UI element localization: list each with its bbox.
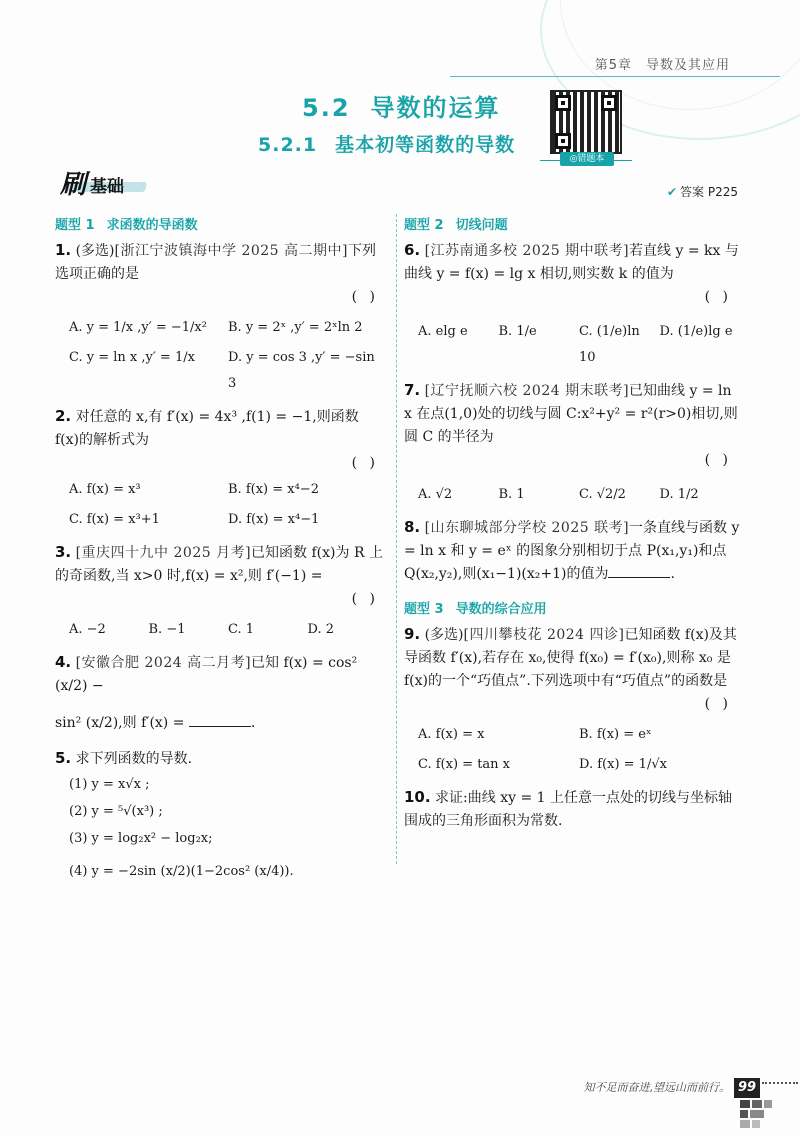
option-d[interactable]: D. 2 <box>307 622 334 637</box>
option-b[interactable]: B. y = 2ˣ ,y′ = 2ˣln 2 <box>228 320 363 335</box>
option-a[interactable]: A. −2 <box>69 622 106 637</box>
option-d[interactable]: D. f(x) = 1/√x <box>579 757 667 772</box>
qr-corner-icon <box>601 95 617 111</box>
option-d[interactable]: D. 1/2 <box>659 487 699 502</box>
question-source: [山东聊城部分学校 2025 联考] <box>424 520 630 536</box>
option-c[interactable]: C. y = ln x ,y′ = 1/x <box>69 350 195 365</box>
question-text: 已知 f(x) = cos² (x/2) − <box>55 655 358 694</box>
question-3 <box>55 541 387 643</box>
answer-blank[interactable] <box>608 564 670 578</box>
question-text: 求下列函数的导数. <box>75 751 193 767</box>
question-number: 2. <box>55 407 72 425</box>
chapter-rule <box>450 76 780 77</box>
subquestion-1: (1) y = x√x ; <box>69 777 150 792</box>
question-2 <box>55 405 387 533</box>
question-6 <box>404 239 740 371</box>
topic-title: 切线问题 <box>455 218 508 233</box>
option-d[interactable]: D. y = cos 3 ,y′ = −sin 3 <box>228 350 375 391</box>
section-number: 5.2 <box>302 94 351 122</box>
subsection-title-text: 基本初等函数的导数 <box>335 134 516 156</box>
topic-heading <box>404 598 740 617</box>
question-number: 5. <box>55 749 72 767</box>
column-divider <box>396 214 397 864</box>
subquestion-2: (2) y = ⁵√(x³) ; <box>69 804 163 819</box>
subsection-number: 5.2.1 <box>258 134 318 156</box>
option-a[interactable]: A. f(x) = x³ <box>69 482 141 497</box>
question-source: [江苏南通多校 2025 期中联考] <box>424 243 630 259</box>
question-tag: (多选) <box>424 627 464 643</box>
option-c[interactable]: C. (1/e)ln 10 <box>579 324 640 365</box>
option-a[interactable]: A. elg e <box>418 324 468 339</box>
answer-reference <box>667 183 738 200</box>
brush-heading <box>58 168 150 198</box>
page-number: 99 <box>734 1078 760 1098</box>
question-source: [辽宁抚顺六校 2024 期末联考] <box>424 383 630 399</box>
question-1 <box>55 239 387 397</box>
question-number: 3. <box>55 543 72 561</box>
option-a[interactable]: A. f(x) = x <box>418 727 485 742</box>
answer-label: 答案 P225 <box>680 185 738 199</box>
question-text: 对任意的 x,有 f′(x) = 4x³ ,f(1) = −1,则函数 f(x)的解析式为 <box>55 409 359 448</box>
question-number: 1. <box>55 241 72 259</box>
question-9 <box>404 623 740 778</box>
chapter-tag: 第5章 导数及其应用 <box>594 58 730 73</box>
question-text: 已知函数 f(x)为 R 上的奇函数,当 x>0 时,f(x) = x²,则 f′(−1) = <box>55 545 383 584</box>
question-source: [重庆四十九中 2025 月考] <box>75 545 252 561</box>
question-text: 若直线 y = kx 与曲线 y = f(x) = lg x 相切,则实数 k 的值为 <box>404 243 739 282</box>
question-source: [四川攀枝花 2024 四诊] <box>463 627 625 643</box>
topic-label: 题型 3 <box>404 602 444 617</box>
answer-paren: ( ) <box>351 289 379 305</box>
option-c[interactable]: C. 1 <box>228 622 255 637</box>
topic-label: 题型 2 <box>404 218 444 233</box>
left-column <box>55 210 387 885</box>
question-text-continued: sin² (x/2),则 f′(x) = <box>55 715 185 731</box>
options <box>69 315 387 397</box>
answer-paren: ( ) <box>704 289 732 305</box>
option-b[interactable]: B. 1 <box>498 487 525 502</box>
question-source: [安徽合肥 2024 高二月考] <box>75 655 252 671</box>
topic-heading <box>404 214 740 233</box>
answer-blank[interactable] <box>189 713 251 727</box>
footer-motto: 知不足而奋进,望远山而前行。 <box>583 1081 730 1094</box>
question-number: 7. <box>404 381 421 399</box>
question-number: 8. <box>404 518 421 536</box>
question-5 <box>55 747 387 885</box>
question-number: 6. <box>404 241 421 259</box>
question-number: 4. <box>55 653 72 671</box>
question-text: 一条直线与函数 y = ln x 和 y = eˣ 的图象分别相切于点 P(x₁,y₁)和点 Q(x₂,y₂),则(x₁−1)(x₂+1)的值为 <box>404 520 740 582</box>
option-b[interactable]: B. 1/e <box>498 324 537 339</box>
topic-title: 求函数的导函数 <box>106 218 198 233</box>
footer-dots <box>762 1082 798 1084</box>
option-c[interactable]: C. √2/2 <box>579 487 626 502</box>
question-10 <box>404 786 740 833</box>
answer-paren: ( ) <box>704 452 732 468</box>
check-icon: ✔ <box>666 185 678 199</box>
options <box>418 722 740 778</box>
question-7 <box>404 379 740 508</box>
answer-paren: ( ) <box>351 591 379 607</box>
section-title <box>302 88 501 123</box>
topic-heading <box>55 214 387 233</box>
question-end: . <box>250 715 256 731</box>
options <box>69 617 387 643</box>
option-c[interactable]: C. f(x) = x³+1 <box>69 512 160 527</box>
options <box>418 482 740 508</box>
option-a[interactable]: A. y = 1/x ,y′ = −1/x² <box>69 320 207 335</box>
qr-code-icon[interactable] <box>550 90 622 154</box>
option-c[interactable]: C. f(x) = tan x <box>418 757 511 772</box>
option-a[interactable]: A. √2 <box>418 487 453 502</box>
question-4 <box>55 651 387 735</box>
option-b[interactable]: B. −1 <box>148 622 186 637</box>
question-number: 10. <box>404 788 431 806</box>
question-text: 求证:曲线 xy = 1 上任意一点处的切线与坐标轴围成的三角形面积为常数. <box>404 790 732 829</box>
right-column <box>404 210 740 833</box>
answer-paren: ( ) <box>351 455 379 471</box>
brush-big-char: 刷 <box>60 170 87 200</box>
topic-title: 导数的综合应用 <box>455 602 547 617</box>
subsection-title <box>258 130 515 157</box>
options <box>69 477 387 533</box>
qr-corner-icon <box>555 95 571 111</box>
subquestion-4: (4) y = −2sin (x/2)(1−2cos² (x/4)). <box>69 864 294 879</box>
qr-corner-icon <box>555 133 571 149</box>
question-number: 9. <box>404 625 421 643</box>
question-tag: (多选) <box>75 243 115 259</box>
qr-label: ◎错题本 <box>560 152 614 166</box>
brush-small-text: 基础 <box>90 177 124 197</box>
question-source: [浙江宁波镇海中学 2025 高二期中] <box>114 243 348 259</box>
question-text: 下列选项正确的是 <box>55 243 376 282</box>
option-d[interactable]: D. f(x) = x⁴−1 <box>228 512 320 527</box>
options <box>418 319 740 371</box>
question-text: 已知曲线 y = ln x 在点(1,0)处的切线与圆 C:x²+y² = r²(r>0)相切,则圆 C 的半径为 <box>404 383 738 445</box>
option-b[interactable]: B. f(x) = eˣ <box>579 727 652 742</box>
option-b[interactable]: B. f(x) = x⁴−2 <box>228 482 319 497</box>
subquestion-3: (3) y = log₂x² − log₂x; <box>69 831 213 846</box>
option-d[interactable]: D. (1/e)lg e <box>659 324 733 339</box>
question-8 <box>404 516 740 586</box>
footer-squares-decoration <box>740 1100 780 1130</box>
question-end: . <box>670 566 675 582</box>
question-text: 已知函数 f(x)及其导函数 f′(x),若存在 x₀,使得 f(x₀) = f′(x₀),则称 x₀ 是 f(x)的一个“巧值点”.下列选项中有“巧值点”的函数是 <box>404 627 737 689</box>
section-title-text: 导数的运算 <box>370 94 501 122</box>
answer-paren: ( ) <box>704 696 732 712</box>
topic-label: 题型 1 <box>55 218 95 233</box>
